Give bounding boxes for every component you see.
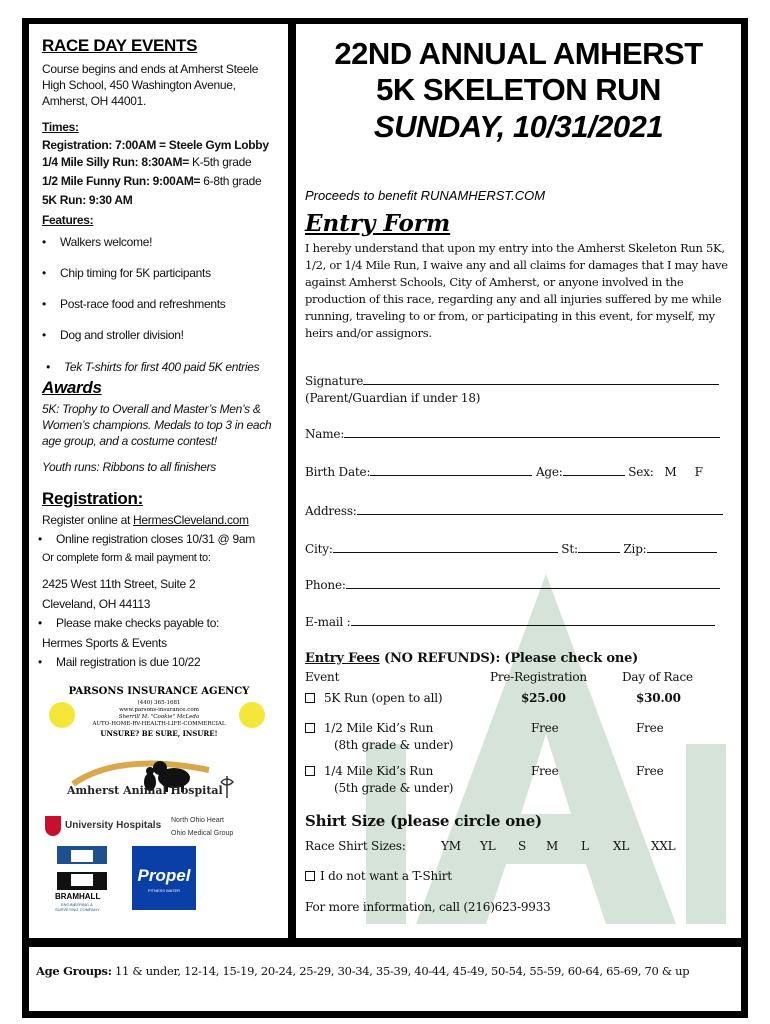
- age-groups-bar: [29, 947, 741, 1011]
- mail-address: Cleveland, OH 44113: [42, 597, 151, 611]
- fee-day: $30.00: [636, 691, 681, 705]
- event-date: SUNDAY, 10/31/2021: [373, 109, 664, 144]
- bramhall-b-icon: [57, 846, 107, 890]
- title-line2: 5K SKELETON RUN: [376, 72, 661, 107]
- course-line: High School, 450 Washington Avenue,: [42, 78, 236, 92]
- feature-item: • Post-race food and refreshments: [60, 297, 225, 311]
- proceeds: Proceeds to benefit RUNAMHERST.COM: [305, 188, 546, 203]
- feature-item: • Walkers welcome!: [60, 235, 152, 249]
- race-day-events-heading: RACE DAY EVENTS: [42, 36, 198, 55]
- col-day-of-race: Day of Race: [622, 670, 693, 684]
- propel-logo: [132, 846, 196, 910]
- parsons-slogan: UNSURE? BE SURE, INSURE!: [100, 729, 218, 738]
- animal-hospital-logo: [59, 744, 259, 804]
- fee-day: Free: [636, 721, 664, 735]
- parsons-web: www.parsons-insurance.com: [119, 707, 199, 713]
- waiver-line: 1/2, or 1/4 Mile Run, I waive any and all claims for damages that I may have: [305, 258, 728, 272]
- waiver-line: I hereby understand that upon my entry into the Amherst Skeleton Run 5K,: [305, 241, 725, 255]
- col-event: Event: [305, 670, 340, 684]
- parsons-phone: (440) 365-1681: [137, 700, 181, 706]
- age-groups: Age Groups: 11 & under, 12-14, 15-19, 20-24, 25-29, 30-34, 35-39, 40-44, 45-49, 50-54, 55-59, 60-64, 65-69, 70 & up: [36, 964, 690, 978]
- time-5k: 5K Run: 9:30 AM: [42, 193, 133, 207]
- awards-line: age group, and a costume contest!: [42, 434, 217, 448]
- fee-row-sub: (8th grade & under): [334, 738, 454, 752]
- parsons-insurance-ad: [37, 684, 281, 744]
- birth-date-field[interactable]: Birth Date: Age: Sex: M F: [305, 465, 703, 479]
- sex-f-option[interactable]: F: [694, 465, 703, 479]
- registration-heading: Registration:: [42, 489, 143, 508]
- title-line1: 22ND ANNUAL AMHERST: [334, 36, 703, 71]
- col-pre-registration: Pre-Registration: [490, 670, 587, 684]
- mail-due: • Mail registration is due 10/22: [56, 655, 200, 669]
- size-ym[interactable]: YM: [441, 839, 461, 853]
- parsons-agent: Sherrill M. "Cookie" McLeda: [118, 714, 200, 720]
- uh-shield-icon: [45, 816, 61, 836]
- parent-note: (Parent/Guardian if under 18): [305, 391, 481, 405]
- time-registration: Registration: 7:00AM = Steele Gym Lobby: [42, 138, 269, 152]
- name-field[interactable]: Name:: [305, 427, 720, 441]
- shirt-size-heading: Shirt Size (please circle one): [305, 812, 542, 830]
- checkbox-quarter-mile[interactable]: [305, 766, 315, 776]
- feature-item: • Tek T-shirts for first 400 paid 5K entries: [64, 360, 259, 374]
- size-xxl[interactable]: XXL: [651, 839, 676, 853]
- register-online: Register online at HermesCleveland.com: [42, 513, 249, 527]
- left-column: [29, 24, 288, 938]
- fee-row[interactable]: 1/2 Mile Kid’s Run: [305, 721, 433, 735]
- parsons-lines: AUTO-HOME-RV-HEALTH-LIFE-COMMERCIAL: [92, 721, 226, 727]
- entry-form-heading: Entry Form: [305, 210, 451, 237]
- propel-sub: FITNESS WATER: [148, 888, 180, 893]
- more-info: For more information, call (216)623-9933: [305, 900, 551, 914]
- course-line: Amherst, OH 44001.: [42, 94, 146, 108]
- youth-runs: Youth runs: Ribbons to all finishers: [42, 460, 216, 474]
- right-column: [296, 24, 741, 938]
- sex-m-option[interactable]: M: [664, 465, 677, 479]
- nohio-line: Ohio Medical Group: [171, 830, 234, 837]
- size-xl[interactable]: XL: [613, 839, 630, 853]
- times-heading: Times:: [42, 120, 79, 134]
- no-shirt-option[interactable]: I do not want a T-Shirt: [305, 869, 452, 883]
- size-yl[interactable]: YL: [480, 839, 496, 853]
- bramhall-sub: ENGINEERING &: [61, 902, 93, 907]
- waiver-line: production of this race, regarding any and all injuries suffered by me while: [305, 292, 722, 306]
- fee-day: Free: [636, 764, 664, 778]
- address-field[interactable]: Address:: [305, 504, 723, 518]
- feature-item: • Chip timing for 5K participants: [60, 266, 211, 280]
- register-link[interactable]: HermesCleveland.com: [133, 513, 249, 527]
- time-silly-run: 1/4 Mile Silly Run: 8:30AM= K-5th grade: [42, 155, 252, 169]
- fee-row-sub: (5th grade & under): [334, 781, 454, 795]
- email-field[interactable]: E-mail :: [305, 615, 715, 629]
- awards-heading: Awards: [42, 378, 102, 397]
- propel-name: Propel: [137, 866, 191, 885]
- hermes: Hermes Sports & Events: [42, 636, 167, 650]
- features-heading: Features:: [42, 213, 94, 227]
- bramhall-name: BRAMHALL: [55, 892, 101, 901]
- feature-item: • Dog and stroller division!: [60, 328, 184, 342]
- or-complete: Or complete form & mail payment to:: [42, 552, 211, 564]
- city-field[interactable]: City: St: Zip:: [305, 542, 717, 556]
- phone-field[interactable]: Phone:: [305, 578, 720, 592]
- awards-line: 5K: Trophy to Overall and Master’s Men’s &: [42, 402, 261, 416]
- animal-hospital-name: Amherst Animal Hospital: [67, 784, 223, 797]
- mail-address: 2425 West 11th Street, Suite 2: [42, 577, 196, 591]
- waiver-line: heirs and/or assignors.: [305, 326, 432, 340]
- fee-row[interactable]: 5K Run (open to all): [305, 691, 442, 705]
- nohio-line: North Ohio Heart: [171, 817, 224, 824]
- fee-pre: Free: [531, 721, 559, 735]
- size-m[interactable]: M: [546, 839, 559, 853]
- fee-row[interactable]: 1/4 Mile Kid’s Run: [305, 764, 433, 778]
- time-funny-run: 1/2 Mile Funny Run: 9:00AM= 6-8th grade: [42, 174, 262, 188]
- online-closes: • Online registration closes 10/31 @ 9am: [56, 532, 255, 546]
- size-s[interactable]: S: [518, 839, 527, 853]
- checkbox-no-shirt[interactable]: [305, 871, 315, 881]
- university-hospitals-logo: [45, 816, 165, 840]
- course-line: Course begins and ends at Amherst Steele: [42, 62, 259, 76]
- bramhall-logo: [51, 846, 111, 916]
- signature-field[interactable]: Signature: [305, 374, 719, 388]
- checkbox-5k[interactable]: [305, 693, 315, 703]
- fee-pre: Free: [531, 764, 559, 778]
- entry-fees-heading: Entry Fees (NO REFUNDS): (Please check one): [305, 651, 639, 666]
- size-l[interactable]: L: [581, 839, 589, 853]
- fee-pre: $25.00: [521, 691, 566, 705]
- checkbox-half-mile[interactable]: [305, 723, 315, 733]
- waiver-line: against Amherst Schools, City of Amherst, or anyone involved in the: [305, 275, 684, 289]
- uh-name: University Hospitals: [65, 820, 162, 831]
- parsons-title: PARSONS INSURANCE AGENCY: [68, 686, 250, 697]
- bramhall-sub: SURVEYING COMPANY: [55, 907, 100, 912]
- checks-payable: • Please make checks payable to:: [56, 616, 219, 630]
- awards-line: Women’s champions. Medals to top 3 in each: [42, 418, 272, 432]
- shirt-sizes-label: Race Shirt Sizes:: [305, 839, 406, 853]
- waiver-line: running, traveling to or from, or participating in this event, for myself, my: [305, 309, 715, 323]
